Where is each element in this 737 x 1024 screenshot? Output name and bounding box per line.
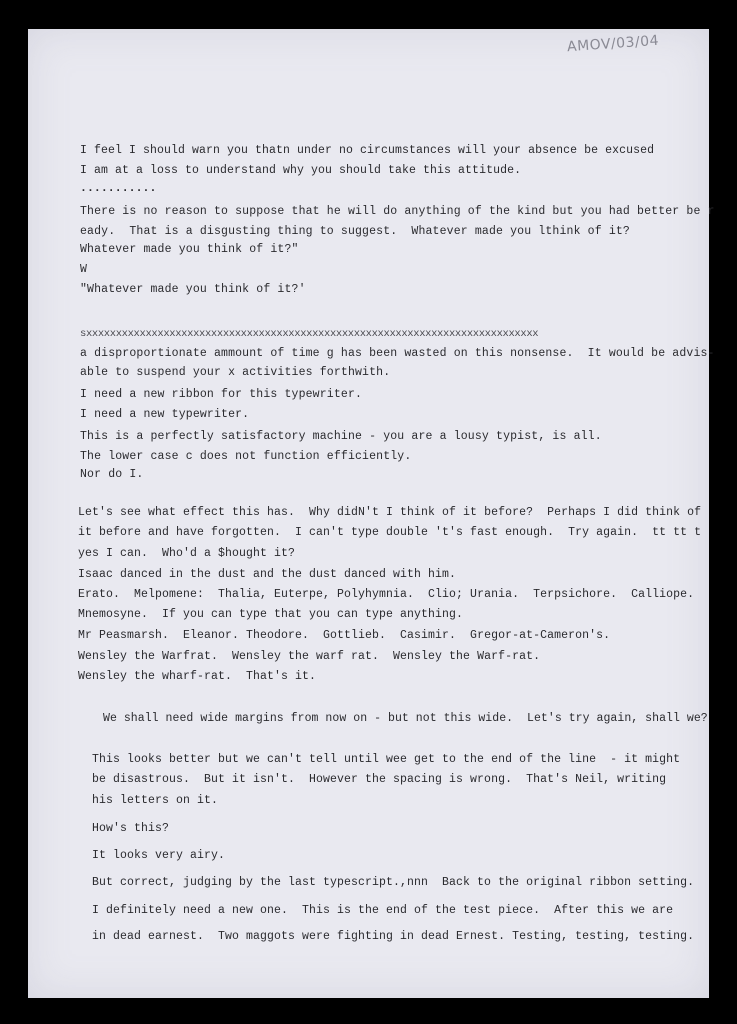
text-line: Nor do I. bbox=[80, 468, 144, 481]
text-line: Isaac danced in the dust and the dust danced with him. bbox=[78, 568, 457, 581]
text-line: We shall need wide margins from now on - but not this wide. Let's try again, shall we? bbox=[103, 712, 708, 725]
text-line: How's this? bbox=[92, 822, 170, 835]
text-line: The lower case c does not function efficiently. bbox=[80, 450, 412, 463]
text-line: in dead earnest. Two maggots were fighting in dead Ernest. Testing, testing, testing. bbox=[92, 930, 695, 943]
text-line: I need a new typewriter. bbox=[80, 408, 250, 421]
text-line: Wensley the wharf-rat. That's it. bbox=[78, 670, 317, 683]
text-line: "Whatever made you think of it?' bbox=[80, 283, 306, 296]
text-line: Mnemosyne. If you can type that you can type anything. bbox=[78, 608, 464, 621]
text-line: Let's see what effect this has. Why didN't I think of it before? Perhaps I did think of bbox=[78, 506, 702, 519]
text-line: it before and have forgotten. I can't type double 't's fast enough. Try again. tt tt t bbox=[78, 526, 702, 539]
text-line: a disproportionate ammount of time g has been wasted on this nonsense. It would be advis- bbox=[80, 347, 715, 360]
archive-reference-annotation: AMOV/03/04 bbox=[566, 32, 660, 56]
text-line: I definitely need a new one. This is the end of the test piece. After this we are bbox=[92, 904, 674, 917]
text-line: This looks better but we can't tell until wee get to the end of the line - it might bbox=[92, 753, 681, 766]
text-line: I am at a loss to understand why you should take this attitude. bbox=[80, 164, 522, 177]
text-line: be disastrous. But it isn't. However the spacing is wrong. That's Neil, writing bbox=[92, 773, 667, 786]
text-line: It looks very airy. bbox=[92, 849, 226, 862]
text-line: Mr Peasmarsh. Eleanor. Theodore. Gottlieb. Casimir. Gregor-at-Cameron's. bbox=[78, 629, 611, 642]
text-line: I feel I should warn you thatn under no circumstances will your absence be excused bbox=[80, 144, 655, 157]
text-line: his letters on it. bbox=[92, 794, 219, 807]
text-line: I need a new ribbon for this typewriter. bbox=[80, 388, 363, 401]
text-line: eady. That is a disgusting thing to suggest. Whatever made you lthink of it? bbox=[80, 225, 630, 238]
text-line: sxxxxxxxxxxxxxxxxxxxxxxxxxxxxxxxxxxxxxxxxxxxxxxxxxxxxxxxxxxxxxxxxxxxxxxxxxxxx bbox=[80, 328, 539, 340]
text-line: ........... bbox=[80, 182, 157, 195]
text-line: Wensley the Warfrat. Wensley the warf rat. Wensley the Warf-rat. bbox=[78, 650, 541, 663]
text-line: But correct, judging by the last typescript.,nnn Back to the original ribbon setting. bbox=[92, 876, 695, 889]
text-line: yes I can. Who'd a $hought it? bbox=[78, 547, 296, 560]
text-line: There is no reason to suppose that he will do anything of the kind but you had better be r bbox=[80, 205, 715, 218]
text-line: W bbox=[80, 263, 87, 276]
text-line: Whatever made you think of it?" bbox=[80, 243, 299, 256]
text-line: Erato. Melpomene: Thalia, Euterpe, Polyhymnia. Clio; Urania. Terpsichore. Calliope. bbox=[78, 588, 695, 601]
text-line: able to suspend your x activities forthwith. bbox=[80, 366, 391, 379]
text-line: This is a perfectly satisfactory machine - you are a lousy typist, is all. bbox=[80, 430, 602, 443]
